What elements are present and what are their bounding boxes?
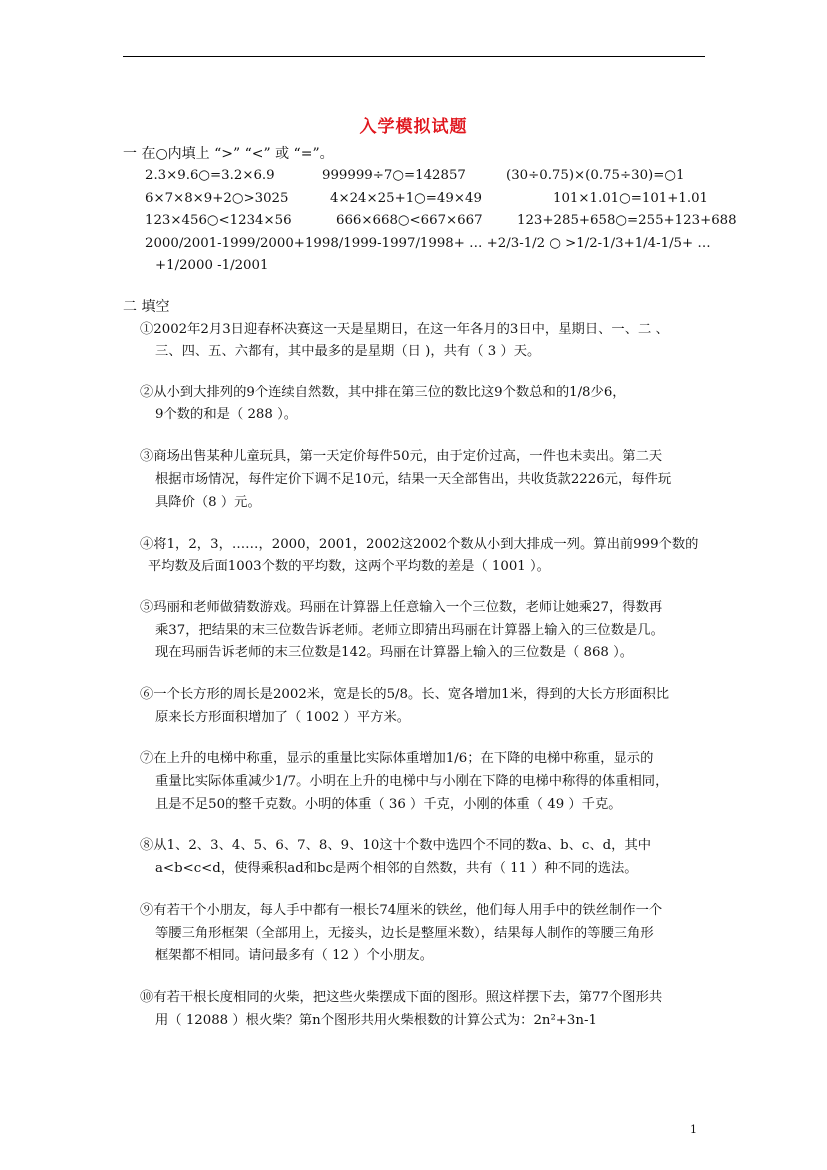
compare-2-2: 4×24×25+1○=49×49 [330, 191, 482, 206]
page-number: 1 [690, 1123, 697, 1136]
q3-line3: 具降价（8 ）元。 [155, 495, 261, 510]
q1-line1: ①2002年2月3日迎春杯决赛这一天是星期日，在这一年各月的3日中，星期日、一、二 、 [140, 322, 669, 337]
section2-heading: 二 填空 [123, 299, 170, 315]
q2-line1: ②从小到大排列的9个连续自然数，其中排在第三位的数比这9个数总和的1/8少6， [140, 385, 626, 400]
q7-line1: ⑦在上升的电梯中称重，显示的重量比实际体重增加1/6；在下降的电梯中称重，显示的 [140, 751, 654, 766]
q9-line2: 等腰三角形框架（全部用上，无接头，边长是整厘米数），结果每人制作的等腰三角形 [155, 926, 654, 941]
header-rule [123, 56, 705, 57]
compare-2-3: 101×1.01○=101+1.01 [553, 191, 708, 206]
q4-line2: 平均数及后面1003个数的平均数，这两个平均数的差是（ 1001 ）。 [148, 559, 550, 574]
compare-long-1: 2000/2001-1999/2000+1998/1999-1997/1998+ … +2/3-1/2 ○ >1/2-1/3+1/4-1/5+ … [145, 236, 711, 251]
q3-line1: ③商场出售某种儿童玩具，第一天定价每件50元，由于定价过高，一件也未卖出。第二天 [140, 449, 663, 464]
compare-1-1: 2.3×9.6○=3.2×6.9 [145, 168, 275, 183]
q10-line1: ⑩有若干根长度相同的火柴，把这些火柴摆成下面的图形。照这样摆下去，第77个图形共 [140, 990, 663, 1005]
q3-line2: 根据市场情况，每件定价下调不足10元，结果一天全部售出，共收货款2226元，每件玩 [155, 472, 672, 487]
q9-line1: ⑨有若干个小朋友，每人手中都有一根长74厘米的铁丝，他们每人用手中的铁丝制作一个 [140, 903, 663, 918]
compare-3-3: 123+285+658○=255+123+688 [517, 213, 737, 228]
section1-heading: 一 在○内填上 “>” “<” 或 “=”。 [123, 146, 334, 162]
page-title: 入学模拟试题 [359, 117, 468, 137]
compare-3-1: 123×456○<1234×56 [145, 213, 292, 228]
q5-line2: 乘37，把结果的末三位数告诉老师。老师立即猜出玛丽在计算器上输入的三位数是几。 [155, 623, 664, 638]
q5-line1: ⑤玛丽和老师做猜数游戏。玛丽在计算器上任意输入一个三位数，老师让她乘27，得数再 [140, 600, 663, 615]
q8-line2: a<b<c<d，使得乘积ad和bc是两个相邻的自然数，共有（ 11 ）种不同的选法。 [155, 861, 638, 876]
q6-line2: 原来长方形面积增加了（ 1002 ）平方米。 [155, 710, 411, 725]
q6-line1: ⑥一个长方形的周长是2002米，宽是长的5/8。长、宽各增加1米，得到的大长方形面积比 [140, 687, 670, 702]
q8-line1: ⑧从1、2、3、4、5、6、7、8、9、10这十个数中选四个不同的数a、b、c、d，其中 [140, 838, 652, 853]
q1-line2: 三、四、五、六都有，其中最多的是星期（日 )，共有（ 3 ）天。 [155, 344, 541, 359]
q7-line3: 且是不足50的整千克数。小明的体重（ 36 ）千克，小刚的体重（ 49 ）千克。 [155, 797, 622, 812]
compare-1-3: (30÷0.75)×(0.75÷30)=○1 [506, 168, 685, 183]
q7-line2: 重量比实际体重减少1/7。小明在上升的电梯中与小刚在下降的电梯中称得的体重相同， [155, 774, 669, 789]
q2-line2: 9个数的和是（ 288 ）。 [155, 407, 298, 422]
q5-line3: 现在玛丽告诉老师的末三位数是142。玛丽在计算器上输入的三位数是（ 868 ）。 [155, 645, 634, 660]
compare-1-2: 999999÷7○=142857 [322, 168, 466, 183]
q4-line1: ④将1，2，3，……，2000，2001，2002这2002个数从小到大排成一列。算出前999个数的 [140, 537, 699, 552]
compare-3-2: 666×668○<667×667 [336, 213, 483, 228]
compare-long-2: +1/2000 -1/2001 [155, 258, 269, 273]
q9-line3: 框架都不相同。请问最多有（ 12 ）个小朋友。 [155, 948, 434, 963]
q10-line2: 用（ 12088 ）根火柴？第n个图形共用火柴根数的计算公式为：2n²+3n-1 [155, 1013, 597, 1028]
compare-2-1: 6×7×8×9+2○>3025 [145, 191, 289, 206]
